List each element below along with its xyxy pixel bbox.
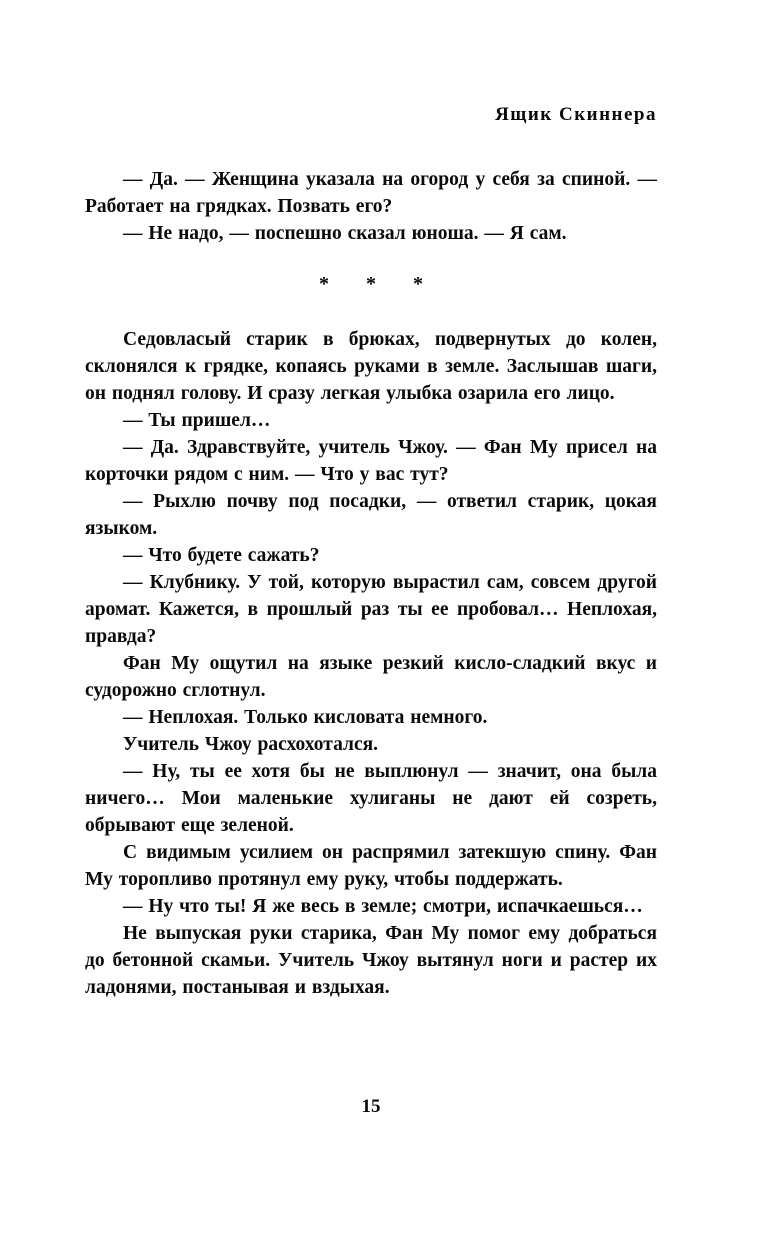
paragraph: — Что будете сажать? xyxy=(123,545,320,566)
paragraph: — Ты пришел… xyxy=(123,410,271,431)
paragraph: — Рыхлю почву под посадки, — ответил старик, цокая языком. xyxy=(85,491,657,539)
paragraph: — Неплохая. Только кисловата немного. xyxy=(123,707,488,728)
section-separator: * * * xyxy=(319,273,439,295)
book-page xyxy=(85,0,657,1240)
paragraph: Учитель Чжоу расхохотался. xyxy=(123,734,379,755)
page-number: 15 xyxy=(361,1096,381,1117)
paragraph: Фан Му ощутил на языке резкий кисло-сладкий вкус и судорожно сглотнул. xyxy=(85,653,657,701)
paragraph: — Клубнику. У той, которую вырастил сам, совсем другой аромат. Кажется, в прошлый раз ты ее пробовал… Неплохая, правда? xyxy=(85,572,657,647)
paragraph: С видимым усилием он распрямил затекшую спину. Фан Му торопливо протянул ему руку, чтобы поддержать. xyxy=(85,842,657,890)
paragraph: — Не надо, — поспешно сказал юноша. — Я сам. xyxy=(123,223,567,244)
text-block xyxy=(85,166,657,1001)
paragraph: — Ну, ты ее хотя бы не выплюнул — значит, она была ничего… Мои маленькие хулиганы не дают ей созреть, обрывают еще зеленой. xyxy=(85,761,657,836)
paragraph: Не выпуская руки старика, Фан Му помог ему добраться до бетонной скамьи. Учитель Чжоу вытянул ноги и растер их ладонями, постанывая и вздыхая. xyxy=(85,923,657,998)
running-header: Ящик Скиннера xyxy=(495,104,657,125)
paragraph: Седовласый старик в брюках, подвернутых до колен, склонялся к грядке, копаясь руками в земле. Заслышав шаги, он поднял голову. И сразу легкая улыбка озарила его лицо. xyxy=(85,329,657,404)
paragraph: — Ну что ты! Я же весь в земле; смотри, испачкаешься… xyxy=(123,896,643,917)
paragraph: — Да. — Женщина указала на огород у себя за спиной. — Работает на грядках. Позвать его? xyxy=(85,169,657,217)
paragraph: — Да. Здравствуйте, учитель Чжоу. — Фан Му присел на корточки рядом с ним. — Что у вас тут? xyxy=(85,437,657,485)
